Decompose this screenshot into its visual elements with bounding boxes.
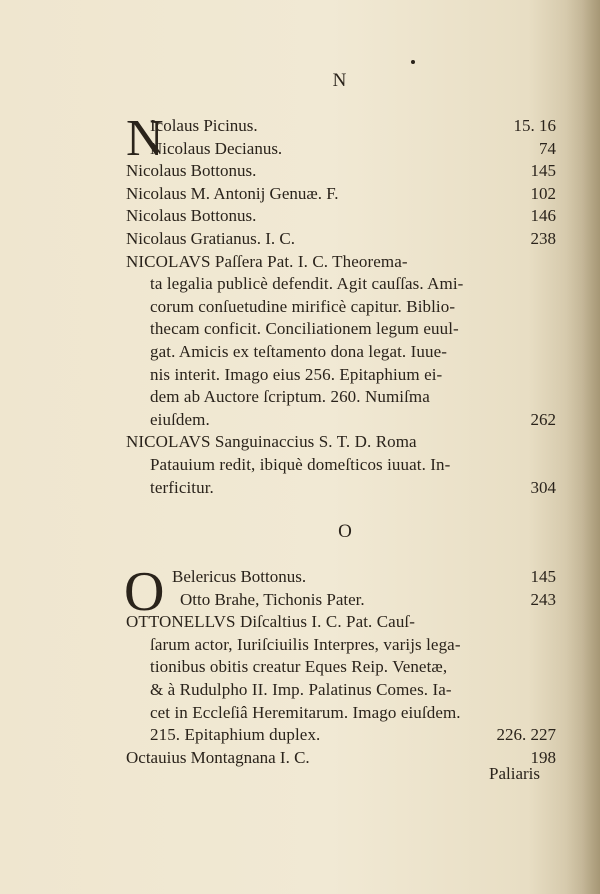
index-entry: Otto Brahe, Tichonis Pater. 243 — [180, 589, 556, 609]
ottonellus-line: OTTONELLVS Diſcaltius I. C. Pat. Cauſ- — [126, 612, 416, 632]
catchword: Paliaris — [489, 764, 540, 783]
passera-line: NICOLAVS Paſſera Pat. I. C. Theorema- — [126, 251, 408, 271]
drop-cap-o: O — [124, 561, 165, 623]
sanguinaccius-line: NICOLAVS Sanguinaccius S. T. D. Roma — [126, 432, 417, 452]
passera-line: corum conſuetudine mirificè capitur. Biblio- — [150, 296, 456, 316]
index-entry: Nicolaus M. Antonij Genuæ. F. 102 — [126, 183, 556, 203]
passera-line: thecam conficit. Conciliationem legum euul- — [150, 319, 459, 339]
passera-line: gat. Amicis ex teſtamento dona legat. Iuue- — [150, 341, 447, 361]
ink-dot — [411, 60, 415, 64]
entries-n — [126, 110, 556, 499]
ottonellus-line: cet in Eccleſiâ Heremitarum. Imago eiuſdem. — [150, 702, 461, 722]
index-entry: Icolaus Picinus. 15. 16 — [150, 116, 556, 135]
ottonellus-line: 215. Epitaphium duplex. 226. 227 — [150, 725, 556, 745]
section-letter-o: O — [338, 521, 352, 542]
index-entry: Nicolaus Bottonus. 145 — [126, 161, 556, 181]
index-entry: Belericus Bottonus. 145 — [172, 567, 556, 586]
ottonellus-line: & à Rudulpho II. Imp. Palatinus Comes. Ia- — [150, 679, 452, 699]
passera-line: ta legalia publicè defendit. Agit cauſſas. Ami- — [150, 274, 464, 294]
entries-o — [124, 561, 556, 769]
ottonellus-line: ſarum actor, Iuriſciuilis Interpres, varijs lega- — [150, 634, 461, 654]
ottonellus-line: tionibus obitis creatur Eques Reip. Venetæ, — [150, 657, 448, 677]
index-entry: Octauius Montagnana I. C. 198 — [126, 747, 556, 767]
sanguinaccius-line: terficitur. 304 — [150, 477, 556, 497]
page-header-letter: N — [332, 70, 348, 91]
passera-line: nis interit. Imago eius 256. Epitaphium ei- — [150, 364, 443, 384]
sanguinaccius-line: Patauium redit, ibiquè domeſticos iuuat. In- — [150, 454, 451, 474]
spine-shadow — [566, 0, 600, 894]
drop-cap-n: N — [126, 110, 164, 167]
index-entry: Nicolaus Bottonus. 146 — [126, 206, 556, 226]
index-entry: Nicolaus Gratianus. I. C. 238 — [126, 228, 556, 248]
passera-line: eiuſdem. 262 — [150, 409, 556, 429]
index-entry: Nicolaus Decianus. 74 — [150, 138, 556, 158]
passera-line: dem ab Auctore ſcriptum. 260. Numiſma — [150, 387, 430, 407]
